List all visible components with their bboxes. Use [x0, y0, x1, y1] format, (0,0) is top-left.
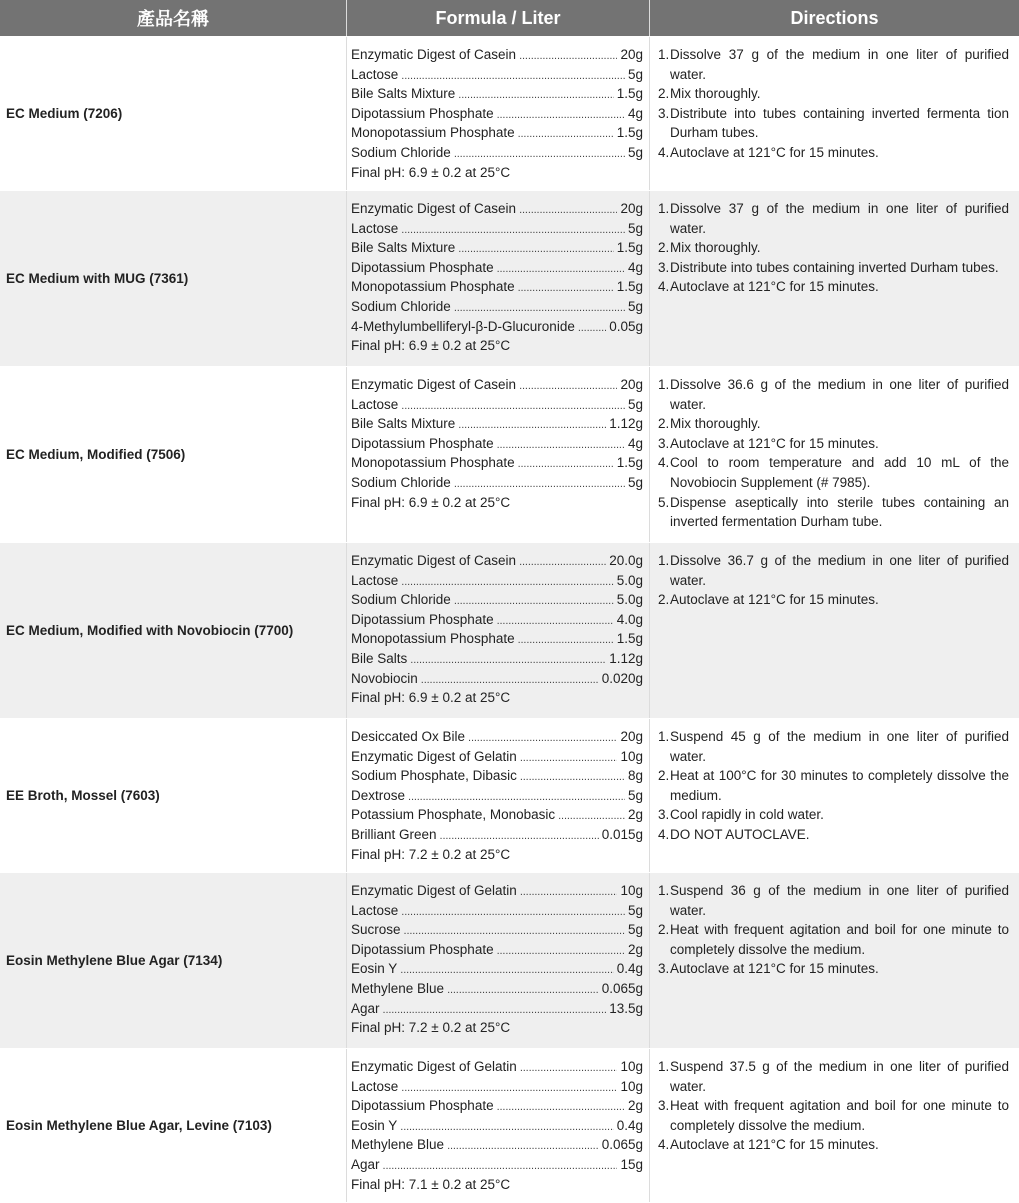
ingredient-name: Bile Salts Mixture	[351, 86, 456, 102]
ingredient-amount: 0.015g	[601, 826, 643, 842]
ingredient-name: Eosin Y	[351, 1117, 398, 1133]
ingredient-name: Sucrose	[351, 922, 401, 938]
ingredient-amount: 0.4g	[616, 1117, 643, 1133]
step-text: Mix thoroughly.	[670, 240, 761, 256]
ingredient-amount: 2g	[627, 1098, 643, 1114]
ingredient-name: Dipotassium Phosphate	[351, 941, 494, 957]
final-ph: Final pH: 6.9 ± 0.2 at 25°C	[351, 338, 511, 354]
step-text: Suspend 37.5 g of the medium in one liter of purified water.	[670, 1059, 1009, 1094]
direction-step	[658, 277, 1009, 297]
dot-leader	[458, 238, 613, 260]
formula-line	[351, 901, 643, 921]
product-name: EE Broth, Mossel (7603)	[0, 719, 347, 872]
step-text: Mix thoroughly.	[670, 416, 761, 432]
directions-cell	[650, 719, 1019, 872]
formula-cell	[347, 719, 650, 872]
direction-step	[658, 1096, 1009, 1135]
dot-leader	[401, 571, 613, 593]
dot-leader	[497, 434, 625, 456]
formula-line	[351, 375, 643, 395]
formula-line	[351, 1135, 643, 1155]
dot-leader	[408, 786, 625, 808]
dot-leader	[454, 297, 625, 319]
dot-leader	[518, 123, 614, 145]
table-body	[0, 37, 1019, 1203]
step-number: 3.	[658, 435, 670, 451]
step-text: Suspend 45 g of the medium in one liter of purified water.	[670, 729, 1009, 764]
formula-line	[351, 65, 643, 85]
dot-leader	[401, 901, 625, 923]
direction-step	[658, 881, 1009, 920]
step-number: 2.	[658, 240, 670, 256]
table-row	[0, 1049, 1019, 1203]
formula-line	[351, 669, 643, 689]
step-number: 4.	[658, 144, 670, 160]
ingredient-amount: 5g	[627, 144, 643, 160]
dot-leader	[519, 199, 617, 221]
formula-line	[351, 219, 643, 239]
ingredient-amount: 5.0g	[616, 592, 643, 608]
ingredient-name: Dipotassium Phosphate	[351, 105, 494, 121]
formula-line	[351, 747, 643, 767]
formula-line	[351, 199, 643, 219]
step-number: 1.	[658, 201, 670, 216]
dot-leader	[518, 277, 614, 299]
formula-cell	[347, 191, 650, 366]
direction-step	[658, 414, 1009, 434]
formula-line	[351, 629, 643, 649]
formula-line	[351, 940, 643, 960]
step-number: 1.	[658, 47, 670, 62]
formula-cell	[347, 543, 650, 718]
formula-line	[351, 1116, 643, 1136]
ingredient-amount: 4.0g	[616, 611, 643, 627]
final-ph: Final pH: 7.1 ± 0.2 at 25°C	[351, 1176, 511, 1192]
dot-leader	[400, 959, 613, 981]
direction-step	[658, 375, 1009, 414]
step-number: 4.	[658, 279, 670, 295]
direction-step	[658, 1135, 1009, 1155]
ingredient-amount: 1.5g	[616, 86, 643, 102]
dot-leader	[519, 551, 606, 573]
direction-step	[658, 766, 1009, 805]
ingredient-amount: 5g	[627, 474, 643, 490]
ingredient-name: Lactose	[351, 572, 399, 588]
direction-step	[658, 920, 1009, 959]
formula-line	[351, 297, 643, 317]
final-ph: Final pH: 6.9 ± 0.2 at 25°C	[351, 690, 511, 706]
formula-line	[351, 590, 643, 610]
dot-leader	[383, 1155, 618, 1177]
formula-line	[351, 434, 643, 454]
column-header-formula: Formula / Liter	[347, 0, 650, 36]
ingredient-name: Agar	[351, 1156, 380, 1172]
ingredient-name: Enzymatic Digest of Casein	[351, 377, 517, 392]
step-number: 4.	[658, 826, 670, 842]
dot-leader	[518, 629, 614, 651]
ingredient-name: Enzymatic Digest of Casein	[351, 553, 517, 568]
ingredient-name: Lactose	[351, 1078, 399, 1094]
formula-cell	[347, 1049, 650, 1202]
direction-step	[658, 805, 1009, 825]
step-text: DO NOT AUTOCLAVE.	[670, 826, 810, 842]
step-number: 5.	[658, 494, 670, 510]
step-text: Dispense aseptically into sterile tubes containing an inverted fermentation Durham tube.	[670, 494, 1009, 530]
ingredient-name: Monopotassium Phosphate	[351, 125, 515, 141]
ingredient-name: Bile Salts	[351, 650, 408, 666]
formula-cell	[347, 367, 650, 542]
ingredient-name: Lactose	[351, 220, 399, 236]
directions-cell	[650, 191, 1019, 366]
dot-leader	[519, 375, 617, 397]
ingredient-amount: 0.05g	[609, 318, 643, 334]
ingredient-amount: 4g	[627, 259, 643, 275]
table-row	[0, 719, 1019, 873]
formula-line	[351, 1077, 643, 1097]
step-number: 3.	[658, 259, 670, 275]
formula-line	[351, 766, 643, 786]
dot-leader	[497, 940, 625, 962]
step-text: Distribute into tubes containing inverted fermenta tion Durham tubes.	[670, 105, 1009, 141]
dot-leader	[458, 414, 606, 436]
ingredient-amount: 2g	[627, 941, 643, 957]
dot-leader	[454, 590, 614, 612]
product-name: EC Medium with MUG (7361)	[0, 191, 347, 366]
dot-leader	[410, 649, 606, 671]
formula-line	[351, 999, 643, 1019]
step-number: 3.	[658, 1098, 670, 1114]
formula-line	[351, 727, 643, 747]
dot-leader	[497, 258, 625, 280]
ingredient-name: Sodium Chloride	[351, 474, 451, 490]
dot-leader	[520, 747, 618, 769]
ingredient-name: Desiccated Ox Bile	[351, 729, 466, 744]
step-number: 1.	[658, 883, 670, 898]
dot-leader	[401, 1077, 617, 1099]
step-text: Autoclave at 121°C for 15 minutes.	[670, 279, 879, 295]
formula-line	[351, 1096, 643, 1116]
ingredient-name: Monopotassium Phosphate	[351, 279, 515, 295]
ingredient-amount: 5g	[627, 396, 643, 412]
ingredient-amount: 4g	[627, 435, 643, 451]
formula-line	[351, 143, 643, 163]
ingredient-name: Methylene Blue	[351, 980, 445, 996]
ingredient-name: Sodium Chloride	[351, 592, 451, 608]
direction-step	[658, 199, 1009, 238]
product-name: EC Medium (7206)	[0, 37, 347, 190]
final-ph: Final pH: 7.2 ± 0.2 at 25°C	[351, 1020, 511, 1036]
step-text: Dissolve 36.6 g of the medium in one liter of purified water.	[670, 377, 1009, 412]
ingredient-amount: 1.5g	[616, 455, 643, 471]
ingredient-name: Enzymatic Digest of Casein	[351, 201, 517, 216]
table-row	[0, 367, 1019, 543]
ingredient-amount: 13.5g	[609, 1000, 643, 1016]
step-text: Heat with frequent agitation and boil for one minute to completely dissolve the medium.	[670, 922, 1009, 957]
table-row	[0, 37, 1019, 191]
ingredient-name: Brilliant Green	[351, 826, 437, 842]
product-name: EC Medium, Modified with Novobiocin (7700)	[0, 543, 347, 718]
ingredient-amount: 1.12g	[609, 650, 643, 666]
dot-leader	[468, 727, 617, 749]
ingredient-name: Enzymatic Digest of Casein	[351, 47, 517, 62]
direction-step	[658, 1057, 1009, 1096]
direction-step	[658, 104, 1009, 143]
dot-leader	[401, 219, 625, 241]
dot-leader	[519, 45, 617, 67]
ingredient-amount: 0.065g	[601, 980, 643, 996]
dot-leader	[440, 825, 599, 847]
formula-line	[351, 45, 643, 65]
formula-line	[351, 453, 643, 473]
ingredient-name: Dextrose	[351, 787, 406, 803]
formula-line	[351, 959, 643, 979]
step-number: 4.	[658, 1137, 670, 1153]
dot-leader	[578, 317, 606, 339]
direction-step	[658, 493, 1009, 532]
ingredient-amount: 20g	[620, 47, 643, 62]
dot-leader	[404, 920, 625, 942]
step-text: Autoclave at 121°C for 15 minutes.	[670, 961, 879, 977]
step-text: Heat at 100°C for 30 minutes to completely dissolve the medium.	[670, 768, 1009, 803]
step-number: 1.	[658, 553, 670, 568]
ingredient-amount: 2g	[627, 807, 643, 823]
product-name: Eosin Methylene Blue Agar (7134)	[0, 873, 347, 1048]
dot-leader	[454, 473, 625, 495]
formula-line	[351, 786, 643, 806]
step-number: 2.	[658, 922, 670, 938]
ingredient-name: Sodium Chloride	[351, 144, 451, 160]
formula-line	[351, 104, 643, 124]
ingredient-amount: 1.5g	[616, 631, 643, 647]
direction-step	[658, 590, 1009, 610]
ingredient-amount: 5g	[627, 902, 643, 918]
ingredient-amount: 5g	[627, 922, 643, 938]
table-header	[0, 0, 1019, 37]
formula-line	[351, 571, 643, 591]
ingredient-amount: 5g	[627, 220, 643, 236]
step-number: 1.	[658, 377, 670, 392]
final-ph: Final pH: 6.9 ± 0.2 at 25°C	[351, 494, 511, 510]
formula-line	[351, 317, 643, 337]
ingredient-amount: 20.0g	[609, 553, 643, 568]
direction-step	[658, 143, 1009, 163]
formula-line	[351, 551, 643, 571]
product-name: Eosin Methylene Blue Agar, Levine (7103)	[0, 1049, 347, 1202]
dot-leader	[458, 84, 613, 106]
direction-step	[658, 45, 1009, 84]
ingredient-amount: 5g	[627, 787, 643, 803]
formula-line	[351, 123, 643, 143]
dot-leader	[400, 1116, 613, 1138]
ingredient-name: Enzymatic Digest of Gelatin	[351, 883, 517, 898]
ingredient-amount: 5.0g	[616, 572, 643, 588]
ingredient-name: Dipotassium Phosphate	[351, 435, 494, 451]
formula-line	[351, 610, 643, 630]
ingredient-name: Monopotassium Phosphate	[351, 631, 515, 647]
dot-leader	[520, 881, 618, 903]
ingredient-name: Lactose	[351, 66, 399, 82]
ingredient-name: Sodium Phosphate, Dibasic	[351, 768, 517, 784]
dot-leader	[421, 669, 599, 691]
ingredient-name: Agar	[351, 1000, 380, 1016]
ingredient-amount: 20g	[620, 201, 643, 216]
direction-step	[658, 84, 1009, 104]
direction-step	[658, 238, 1009, 258]
ingredient-amount: 0.020g	[601, 670, 643, 686]
ingredient-name: Dipotassium Phosphate	[351, 259, 494, 275]
ingredient-name: Monopotassium Phosphate	[351, 455, 515, 471]
step-text: Autoclave at 121°C for 15 minutes.	[670, 592, 879, 608]
dot-leader	[520, 766, 625, 788]
column-header-directions: Directions	[790, 7, 879, 28]
dot-leader	[558, 805, 625, 827]
step-text: Cool rapidly in cold water.	[670, 807, 824, 823]
step-number: 1.	[658, 1059, 670, 1074]
ingredient-amount: 10g	[620, 748, 643, 764]
direction-step	[658, 453, 1009, 492]
ingredient-name: Lactose	[351, 396, 399, 412]
table-row	[0, 191, 1019, 367]
step-number: 2.	[658, 768, 670, 784]
formula-line	[351, 395, 643, 415]
directions-cell	[650, 367, 1019, 542]
step-number: 2.	[658, 416, 670, 432]
ingredient-amount: 1.5g	[616, 240, 643, 256]
step-number: 1.	[658, 729, 670, 744]
column-header-product-name: 產品名稱	[0, 0, 347, 36]
step-text: Autoclave at 121°C for 15 minutes.	[670, 144, 879, 160]
dot-leader	[454, 143, 625, 165]
dot-leader	[497, 104, 625, 126]
ingredient-name: Novobiocin	[351, 670, 418, 686]
step-number: 4.	[658, 455, 670, 471]
step-number: 3.	[658, 961, 670, 977]
formula-line	[351, 979, 643, 999]
direction-step	[658, 959, 1009, 979]
direction-step	[658, 825, 1009, 845]
step-text: Autoclave at 121°C for 15 minutes.	[670, 435, 879, 451]
ingredient-amount: 5g	[627, 66, 643, 82]
ingredient-name: Eosin Y	[351, 961, 398, 977]
ingredient-name: 4-Methylumbelliferyl-β-D-Glucuronide	[351, 318, 575, 334]
ingredient-amount: 10g	[620, 883, 643, 898]
ingredient-amount: 5g	[627, 298, 643, 314]
dot-leader	[383, 999, 607, 1021]
ingredient-amount: 20g	[620, 729, 643, 744]
step-text: Distribute into tubes containing inverted Durham tubes.	[670, 259, 999, 275]
formula-cell	[347, 873, 650, 1048]
step-text: Autoclave at 121°C for 15 minutes.	[670, 1137, 879, 1153]
ingredient-name: Dipotassium Phosphate	[351, 1098, 494, 1114]
step-number: 2.	[658, 592, 670, 608]
table-row	[0, 873, 1019, 1049]
step-text: Dissolve 36.7 g of the medium in one liter of purified water.	[670, 553, 1009, 588]
formula-line	[351, 238, 643, 258]
ingredient-amount: 10g	[620, 1059, 643, 1074]
ingredient-name: Bile Salts Mixture	[351, 416, 456, 432]
ingredient-amount: 1.12g	[609, 416, 643, 432]
step-text: Mix thoroughly.	[670, 86, 761, 102]
directions-cell	[650, 873, 1019, 1048]
final-ph: Final pH: 6.9 ± 0.2 at 25°C	[351, 164, 511, 180]
ingredient-amount: 0.4g	[616, 961, 643, 977]
direction-step	[658, 551, 1009, 590]
table-row	[0, 543, 1019, 719]
dot-leader	[447, 1135, 599, 1157]
directions-cell	[650, 37, 1019, 190]
direction-step	[658, 434, 1009, 454]
step-text: Suspend 36 g of the medium in one liter of purified water.	[670, 883, 1009, 918]
step-text: Dissolve 37 g of the medium in one liter of purified water.	[670, 47, 1009, 82]
directions-cell	[650, 543, 1019, 718]
formula-line	[351, 881, 643, 901]
dot-leader	[401, 65, 625, 87]
ingredient-name: Bile Salts Mixture	[351, 240, 456, 256]
final-ph: Final pH: 7.2 ± 0.2 at 25°C	[351, 846, 511, 862]
formula-cell	[347, 37, 650, 190]
ingredient-name: Methylene Blue	[351, 1137, 445, 1153]
step-text: Dissolve 37 g of the medium in one liter of purified water.	[670, 201, 1009, 236]
formula-line	[351, 649, 643, 669]
dot-leader	[518, 453, 614, 475]
step-number: 3.	[658, 105, 670, 121]
dot-leader	[497, 1096, 625, 1118]
dot-leader	[520, 1057, 618, 1079]
direction-step	[658, 258, 1009, 278]
formula-line	[351, 277, 643, 297]
ingredient-name: Dipotassium Phosphate	[351, 611, 494, 627]
ingredient-amount: 0.065g	[601, 1137, 643, 1153]
ingredient-amount: 1.5g	[616, 279, 643, 295]
ingredient-amount: 10g	[620, 1078, 643, 1094]
formula-line	[351, 414, 643, 434]
dot-leader	[447, 979, 599, 1001]
formula-line	[351, 825, 643, 845]
ingredient-name: Lactose	[351, 902, 399, 918]
dot-leader	[401, 395, 625, 417]
ingredient-name: Enzymatic Digest of Gelatin	[351, 748, 517, 764]
ingredient-name: Enzymatic Digest of Gelatin	[351, 1059, 517, 1074]
formula-line	[351, 805, 643, 825]
ingredient-amount: 15g	[620, 1156, 643, 1172]
ingredient-amount: 8g	[627, 768, 643, 784]
ingredient-amount: 20g	[620, 377, 643, 392]
ingredient-name: Sodium Chloride	[351, 298, 451, 314]
product-name: EC Medium, Modified (7506)	[0, 367, 347, 542]
step-number: 2.	[658, 86, 670, 102]
step-text: Heat with frequent agitation and boil for one minute to completely dissolve the medium.	[670, 1098, 1009, 1133]
formula-line	[351, 920, 643, 940]
step-text: Cool to room temperature and add 10 mL of the Novobiocin Supplement (# 7985).	[670, 455, 1009, 490]
formula-line	[351, 473, 643, 493]
ingredient-amount: 4g	[627, 105, 643, 121]
formula-line	[351, 84, 643, 104]
formula-line	[351, 1057, 643, 1077]
step-number: 3.	[658, 807, 670, 823]
dot-leader	[497, 610, 614, 632]
ingredient-amount: 1.5g	[616, 125, 643, 141]
ingredient-name: Potassium Phosphate, Monobasic	[351, 807, 556, 823]
formula-line	[351, 258, 643, 278]
formula-line	[351, 1155, 643, 1175]
direction-step	[658, 727, 1009, 766]
directions-cell	[650, 1049, 1019, 1202]
